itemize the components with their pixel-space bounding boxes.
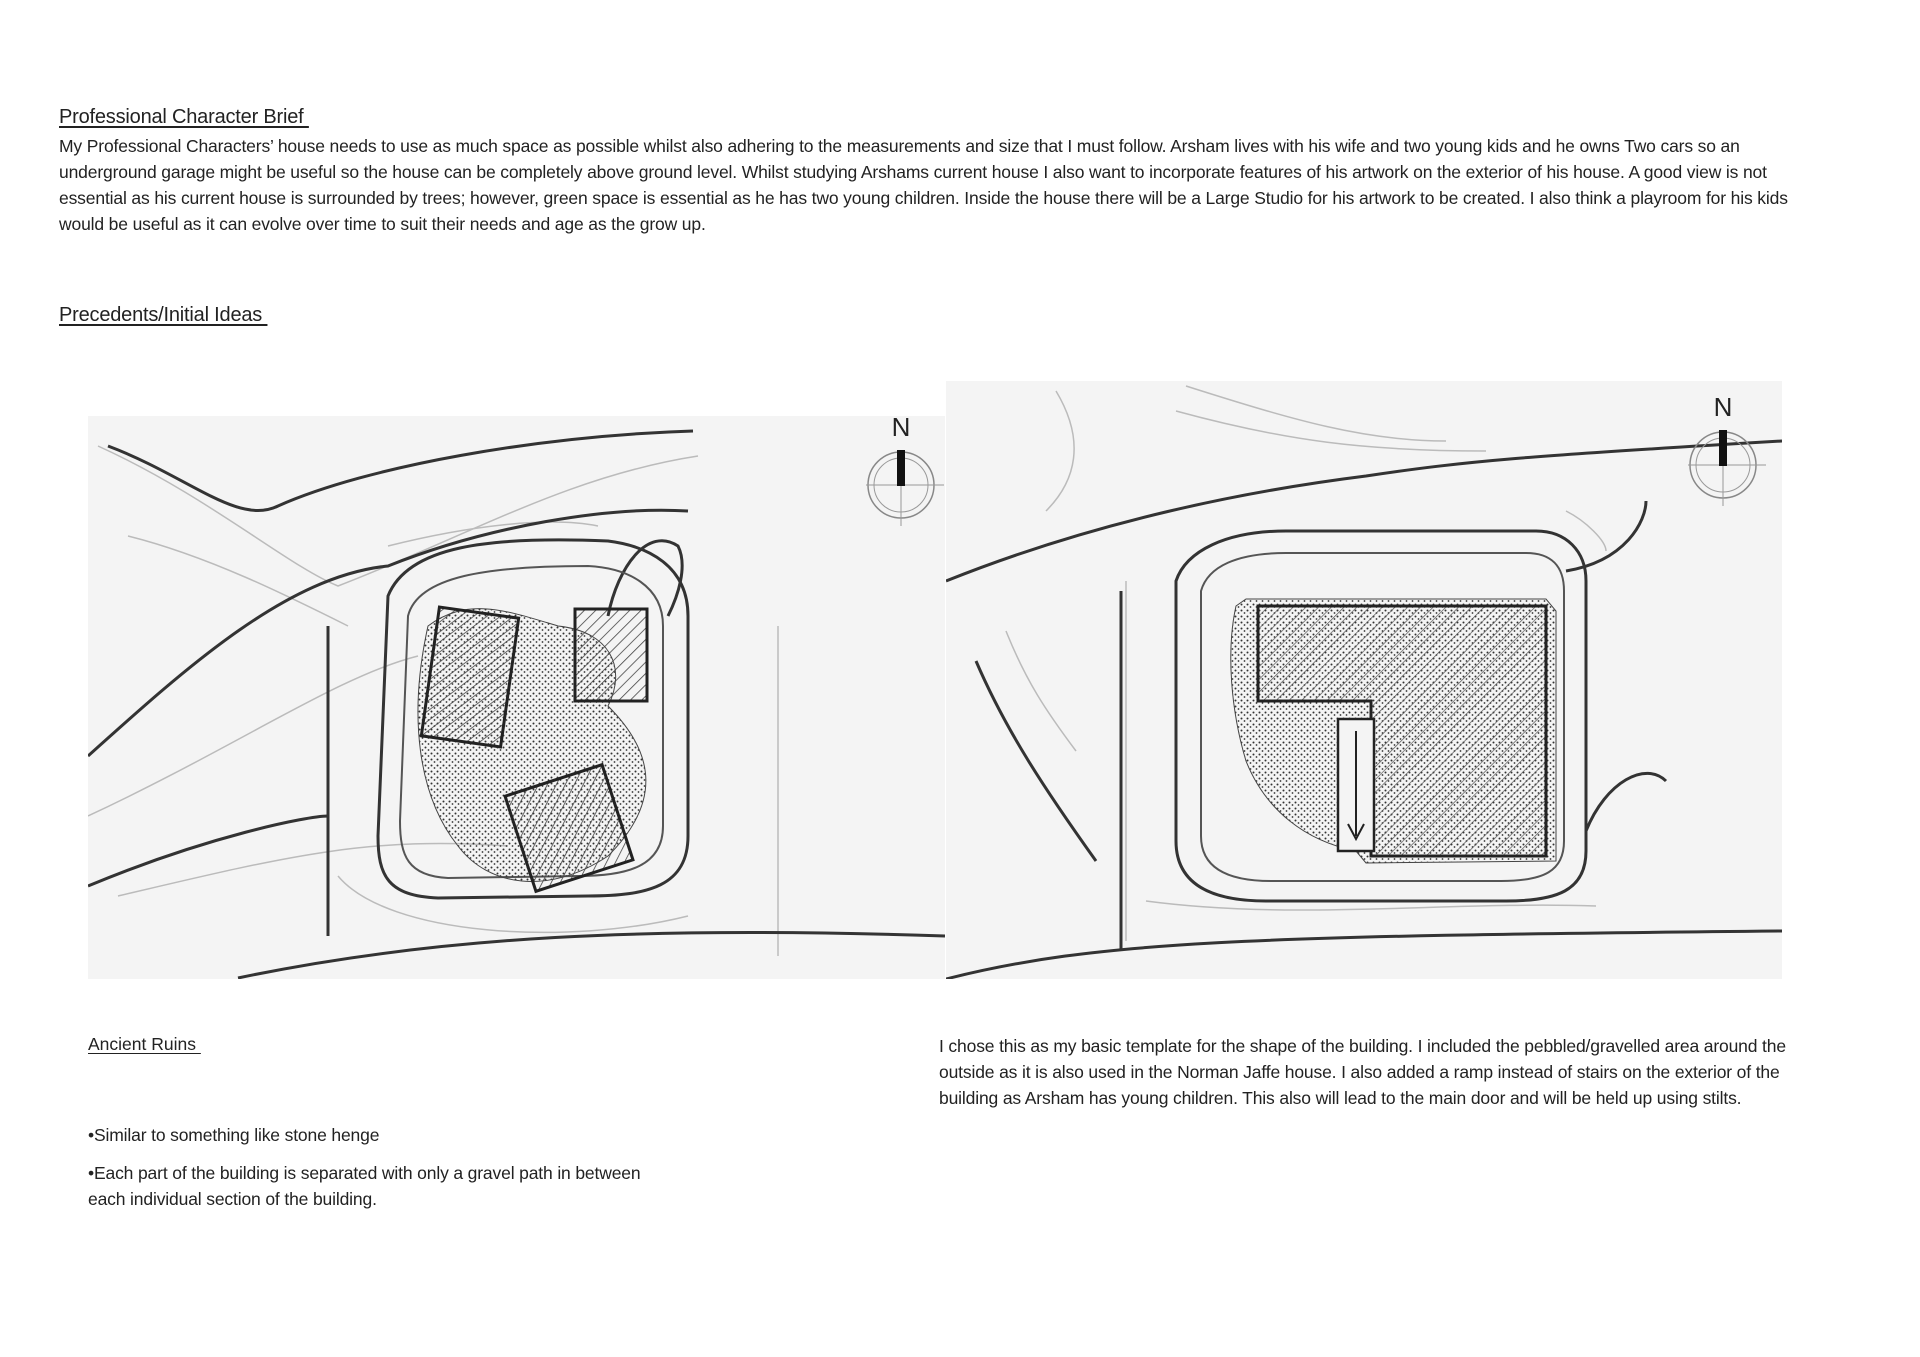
compass-right-icon bbox=[1688, 392, 1768, 508]
ancient-ruins-heading: Ancient Ruins bbox=[88, 1034, 201, 1054]
ancient-ruins-bullet-1: •Similar to something like stone henge bbox=[88, 1125, 380, 1145]
site-plan-sketch-right-icon bbox=[946, 381, 1782, 979]
brief-heading: Professional Character Brief bbox=[59, 106, 309, 128]
brief-body: My Professional Characters’ house needs to use as much space as possible whilst also adhering to the measurements and size that I must follow. Arsham lives with his wife and two young kids and he owns Two cars so an underground garage might be useful so the house can be completely above ground level. Whilst studying Arshams current house I also want to incorporate features of his artwork on the exterior of his house. A good view is not essential as his current house is surrounded by trees; however, green space is essential as he has two young children. Inside the house there will be a Large Studio for his artwork to be created. I also think a playroom for his kids would be useful as it can evolve over time to suit their needs and age as the grow up. bbox=[59, 136, 1788, 234]
compass-left-label: N bbox=[891, 412, 911, 442]
template-note: I chose this as my basic template for the shape of the building. I included the pebbled/gravelled area around the outside as it is also used in the Norman Jaffe house. I also added a ramp instead of stairs on the exterior of the building as Arsham has young children. This also will lead to the main door and will be held up using stilts. bbox=[939, 1036, 1786, 1108]
compass-left-icon bbox=[866, 412, 946, 528]
precedents-heading: Precedents/Initial Ideas bbox=[59, 304, 268, 326]
compass-right-label: N bbox=[1713, 392, 1733, 422]
sketch-template bbox=[946, 381, 1782, 979]
ancient-ruins-bullet-2: •Each part of the building is separated with only a gravel path in between each individual section of the building. bbox=[88, 1163, 641, 1209]
site-plan-sketch-left-icon bbox=[88, 416, 945, 979]
sketch-ancient-ruins bbox=[88, 416, 945, 979]
